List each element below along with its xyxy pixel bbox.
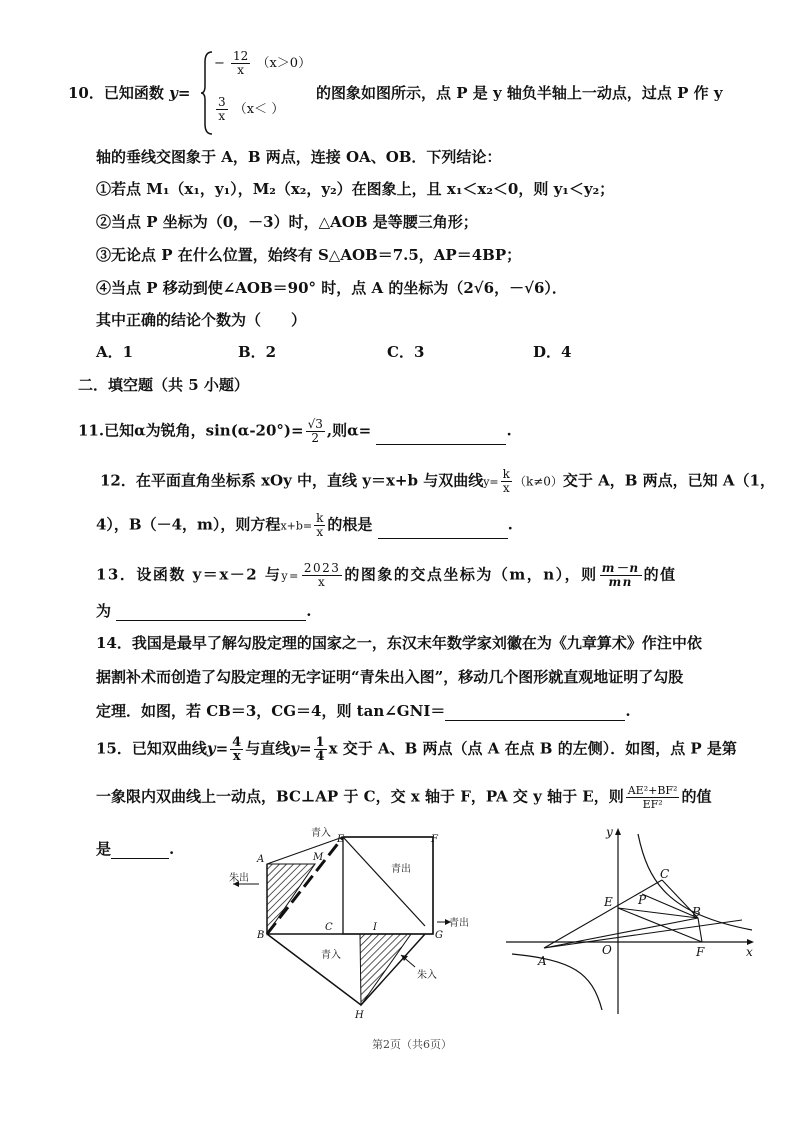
q10-line2: 轴的垂线交图象于 A，B 两点，连接 OA、OB．下列结论：: [96, 148, 502, 166]
q10-conclusion-2: ②当点 P 坐标为（0，－3）时，△AOB 是等腰三角形；: [96, 213, 478, 231]
q10-conclusion-4: ④当点 P 移动到使∠AOB＝90° 时，点 A 的坐标为（2√6，－√6）．: [96, 279, 567, 297]
label-I: I: [373, 922, 377, 933]
option-d[interactable]: D．4: [533, 343, 572, 361]
piecewise-case1: − $\frac{12}{x}$ （x＞0）: [214, 49, 312, 77]
label-E: E: [337, 834, 345, 845]
label-C: C: [325, 922, 333, 933]
label-qing-chu-right: 青出: [449, 918, 469, 929]
label-A: A: [257, 854, 265, 865]
q14-line2: 据割补术而创造了勾股定理的无字证明“青朱出入图”，移动几个图形就直观地证明了勾股: [96, 668, 684, 686]
q10-line1: 10．已知函数 y=: [68, 84, 191, 102]
zhu-ru-triangle: [360, 934, 411, 1005]
option-c[interactable]: C．3: [387, 343, 425, 361]
page-footer: 第2页（共6页）: [372, 1038, 452, 1051]
q10-conclusion-3: ③无论点 P 在什么位置，始终有 S△AOB＝7.5，AP＝4BP；: [96, 246, 522, 264]
label-B: B: [257, 930, 265, 941]
q13-line2: 为 .: [96, 602, 312, 620]
q11-answer-blank[interactable]: [376, 444, 506, 445]
piecewise-brace: [200, 50, 214, 136]
label-E: E: [604, 895, 613, 909]
section-title: 二．填空题（共 5 小题）: [78, 376, 249, 394]
figure-qingzhu-churu: [215, 822, 505, 1027]
label-F: F: [696, 945, 705, 959]
q11: 11.已知α为锐角，sin(α-20°)= $\frac{√3}{2}$ ,则α= .: [78, 417, 512, 445]
label-qing-ru-top: 青入: [311, 828, 331, 839]
label-A: A: [538, 954, 547, 968]
label-O: O: [602, 943, 612, 957]
q14-line1: 14．我国是最早了解勾股定理的国家之一，东汉末年数学家刘徽在为《九章算术》作注中依: [96, 634, 702, 652]
label-H: H: [355, 1010, 364, 1021]
label-qing-ru-bottom: 青入: [321, 950, 341, 961]
q10-conclusion-1: ①若点 M₁（x₁，y₁），M₂（x₂，y₂）在图象上，且 x₁＜x₂＜0，则 y₁＜y₂；: [96, 180, 615, 198]
q10-number: 10．: [68, 84, 104, 102]
piecewise-case2: $\frac{3}{x}$ （x＜ ）: [218, 95, 285, 123]
q15-line2: 一象限内双曲线上一动点，BC⊥AP 于 C，交 x 轴于 F，PA 交 y 轴于 E，则 $\frac{\text{AE²+BF²}}{\text{EF²}}$ 的值: [96, 784, 712, 811]
label-y-axis: y: [606, 825, 613, 839]
label-B: B: [692, 905, 701, 919]
q14-line3: 定理．如图，若 CB＝3，CG＝4，则 tan∠GNI＝ .: [96, 702, 631, 720]
figure-hyperbola: [502, 822, 764, 1022]
label-qing-chu-top: 青出: [391, 864, 411, 875]
label-F: F: [431, 834, 438, 845]
q12-line2: 4），B（－4，m），则方程x+b= $\frac{k}{x}$ 的根是 .: [96, 511, 513, 539]
q15-line1: 15．已知双曲线y= $\frac{4}{x}$ 与直线y= $\frac{1}{4}$ x 交于 A、B 两点（点 A 在点 B 的左侧）．如图，点 P 是第: [96, 735, 737, 764]
label-zhu-chu: 朱出: [229, 873, 249, 884]
option-b[interactable]: B．2: [238, 343, 277, 361]
q14-answer-blank[interactable]: [445, 720, 625, 721]
q10-ask: 其中正确的结论个数为（ ）: [96, 311, 307, 329]
q12-line1: 12．在平面直角坐标系 xOy 中，直线 y＝x+b 与双曲线y= $\frac{k}{x}$ （k≠0）交于 A，B 两点，已知 A（1，: [100, 467, 775, 495]
q15-answer-blank[interactable]: [111, 858, 169, 859]
q15-line3: 是 .: [96, 840, 175, 858]
q13-answer-blank[interactable]: [116, 620, 306, 621]
label-x-axis: x: [746, 945, 753, 959]
label-zhu-ru: 朱入: [417, 970, 437, 981]
label-G: G: [435, 930, 443, 941]
label-M: M: [313, 852, 324, 863]
label-C: C: [660, 867, 670, 881]
q13-line1: 13．设函数 y＝x－2 与y= $\frac{2023}{x}$ 的图象的交点坐标为（m，n），则 $\frac{m-n}{mn}$ 的值: [96, 561, 677, 589]
q10-line1-rest: 的图象如图所示，点 P 是 y 轴负半轴上一动点，过点 P 作 y: [316, 84, 723, 102]
label-P: P: [638, 893, 647, 907]
option-a[interactable]: A．1: [96, 343, 134, 361]
q12-answer-blank[interactable]: [378, 538, 508, 539]
